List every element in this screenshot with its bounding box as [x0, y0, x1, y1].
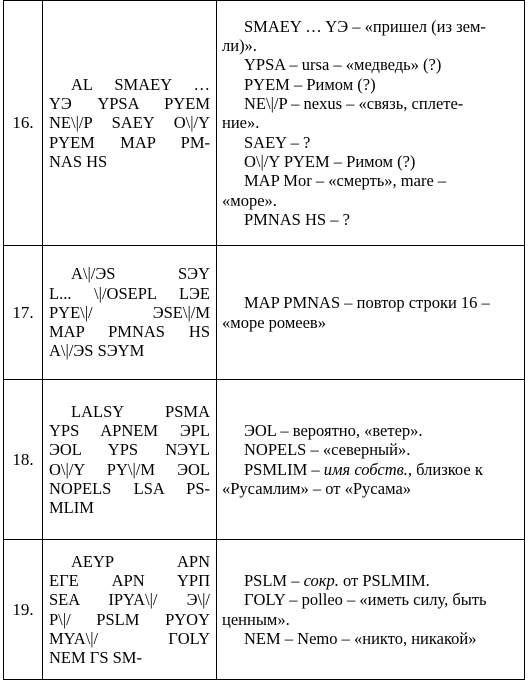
note-text-tail: , близкое к [407, 459, 483, 479]
note-text: PSLM – [244, 570, 304, 590]
source-line: ЭOL YPS NЭYL [49, 440, 210, 460]
table-row [4, 1, 525, 246]
source-line: NAS HS [49, 151, 108, 171]
source-line: YЭ YPSA PYEM [49, 94, 210, 114]
note-paragraph [222, 629, 519, 648]
note-text: YPSA – ursa – «медведь» (?) [244, 55, 442, 75]
note-italic: сокр. [303, 570, 339, 590]
source-text [43, 1, 217, 246]
source-line: MYA\|/ ГOLY [49, 628, 210, 648]
source-line: L... \|/OSEPL LЭE [49, 283, 210, 303]
note-paragraph [222, 133, 519, 152]
glossary-table [3, 0, 525, 680]
row-number: 19. [4, 540, 43, 680]
note-continuation: ценным». [222, 609, 290, 629]
note-paragraph [222, 210, 519, 229]
row-number: 16. [4, 1, 43, 246]
note-text: SAEY – ? [244, 132, 311, 152]
note-paragraph [222, 571, 519, 590]
note-text: NOPELS – «северный». [244, 440, 411, 460]
source-line: NEM ГS SM- [49, 648, 142, 668]
note-text: PSMLIM – [244, 459, 324, 479]
note-paragraph [222, 17, 519, 56]
note-paragraph [222, 75, 519, 94]
source-line: O\|/Y PY\|/M ЭOL [49, 459, 210, 479]
table-row [4, 540, 525, 680]
note-text: NE\|/P – nexus – «связь, сплете- [244, 94, 464, 114]
source-line: PYEM MAP PM- [49, 132, 210, 152]
source-line: MAP PMNAS HS [49, 322, 210, 342]
source-line: ЕГЕ APN YPП [49, 570, 210, 590]
note-paragraph [222, 460, 519, 499]
note-text: MAP Mor – «смерть», mare – [244, 171, 447, 191]
source-line: P\|/ PSLM PYOY [49, 609, 210, 629]
note-italic: имя собств. [323, 459, 408, 479]
note-paragraph [222, 94, 519, 133]
source-text [43, 246, 217, 380]
note-text: NEM – Nemo – «никто, никакой» [244, 628, 477, 648]
source-line: AEYP APN [71, 551, 210, 571]
source-line: NOPELS LSA PS- [49, 478, 210, 498]
note-text: MAP PMNAS – повтор строки 16 – [244, 293, 490, 313]
note-paragraph [222, 440, 519, 459]
note-paragraph [222, 171, 519, 210]
source-line: A\|/ЭS SЭYM [49, 341, 145, 361]
note-text: ЭOL – вероятно, «ветер». [244, 420, 423, 440]
note-text: PMNAS HS – ? [244, 209, 350, 229]
note-continuation: ли)». [222, 36, 257, 56]
note-paragraph [222, 152, 519, 171]
note-continuation: «Русамлим» – от «Русама» [222, 478, 412, 498]
table-row [4, 380, 525, 540]
row-number: 18. [4, 380, 43, 540]
note-continuation: «море ромеев» [222, 312, 326, 332]
source-line: SEA IPYA\|/ Э\|/ [49, 590, 210, 610]
source-line: A\|/ЭS SЭY [71, 264, 210, 284]
note-continuation: ние». [222, 113, 260, 133]
note-paragraph [222, 293, 519, 332]
source-text [43, 380, 217, 540]
note-paragraph [222, 55, 519, 74]
notes-text [217, 1, 525, 246]
table-row [4, 246, 525, 380]
note-paragraph [222, 590, 519, 629]
note-continuation: «море». [222, 190, 277, 210]
source-line: NE\|/P SAEY O\|/Y [49, 113, 210, 133]
source-line: PYE\|/ ЭSE\|/M [49, 302, 210, 322]
note-paragraph [222, 421, 519, 440]
source-line: MLIM [49, 498, 94, 518]
source-text [43, 540, 217, 680]
source-line: YPS APNEM ЭPL [49, 420, 210, 440]
notes-text [217, 540, 525, 680]
note-text: ГOLY – polleo – «иметь силу, быть [244, 590, 487, 610]
source-line: AL SMAEY … [71, 74, 210, 94]
row-number: 17. [4, 246, 43, 380]
note-text: PYEM – Римом (?) [244, 74, 376, 94]
notes-text [217, 380, 525, 540]
note-text-tail: от PSLMIM. [338, 570, 430, 590]
note-text: SMAEY … YЭ – «пришел (из зем- [244, 16, 486, 36]
source-line: LALSY PSMA [71, 401, 210, 421]
note-text: O\|/Y PYEM – Римом (?) [244, 151, 416, 171]
notes-text [217, 246, 525, 380]
